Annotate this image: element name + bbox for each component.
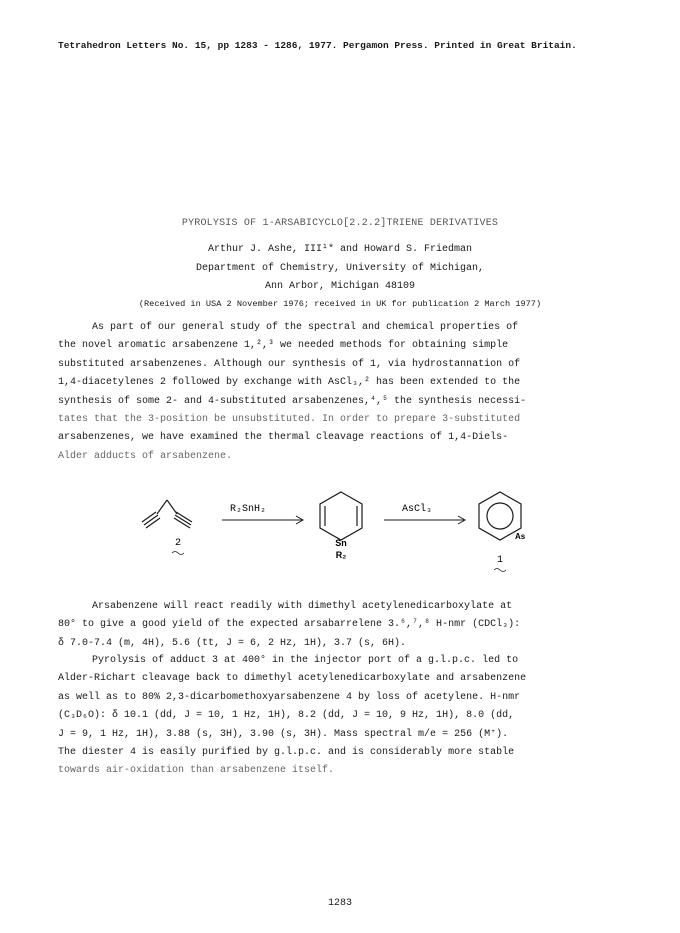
diyne-structure: [142, 500, 192, 528]
stannacyclohexadiene-structure: [320, 492, 362, 540]
tin-substituent-label: R₂: [335, 550, 347, 560]
text-line: 1,4-diacetylenes 2 followed by exchange with AsCl₃,² has been extended to the: [58, 377, 521, 389]
reaction-scheme: [120, 482, 560, 582]
page-number: 1283: [327, 898, 352, 909]
text-line: arsabenzenes, we have examined the thermal cleavage reactions of 1,4-Diels-: [58, 432, 509, 444]
paper-title: PYROLYSIS OF 1-ARSABICYCLO[2.2.2]TRIENE DERIVATIVES: [181, 218, 499, 229]
text-line: Alder adducts of arsabenzene.: [58, 450, 233, 462]
text-line: δ 7.0-7.4 (m, 4H), 5.6 (tt, J = 6, 2 Hz, 1H), 3.7 (s, 6H).: [58, 637, 407, 649]
arsenic-atom-label: As: [515, 532, 526, 541]
paragraph-pyrolysis: [58, 652, 626, 781]
tin-atom-label: Sn: [335, 538, 347, 548]
paragraph-intro: [58, 319, 626, 466]
text-line: 80° to give a good yield of the expected arsabarrelene 3.⁶,⁷,⁸ H-nmr (CDCl₃):: [58, 619, 521, 631]
text-line: as well as to 80% 2,3-dicarbomethoxyarsabenzene 4 by loss of acetylene. H-nmr: [58, 691, 521, 703]
text-line: synthesis of some 2- and 4-substituted arsabenzenes,⁴,⁵ the synthesis necessi-: [58, 395, 527, 407]
reagent-ascl3: AsCl₃: [402, 504, 433, 515]
author-line: Arthur J. Ashe, III¹* and Howard S. Friedman: [207, 244, 473, 255]
paragraph-adduct: [58, 598, 626, 653]
compound-label-1: 1: [496, 555, 504, 566]
affiliation-department: Department of Chemistry, University of Michigan,: [195, 263, 485, 274]
text-line: The diester 4 is easily purified by g.l.p.c. and is considerably more stable: [58, 746, 515, 758]
reaction-arrow-1: [222, 516, 303, 524]
text-line: substituted arsabenzenes. Although our synthesis of 1, via hydrostannation of: [58, 358, 521, 370]
text-line: J = 9, 1 Hz, 1H), 3.88 (s, 3H), 3.90 (s, 3H). Mass spectral m/e = 256 (M⁺).: [58, 728, 509, 740]
text-line: Pyrolysis of adduct 3 at 400° in the injector port of a g.l.p.c. led to: [92, 655, 519, 666]
text-line: the novel aromatic arsabenzene 1,²,³ we needed methods for obtaining simple: [58, 340, 509, 352]
received-dates: (Received in USA 2 November 1976; received in UK for publication 2 March 1977): [138, 299, 542, 309]
affiliation-city: Ann Arbor, Michigan 48109: [264, 281, 416, 292]
text-line: tates that the 3-position be unsubstituted. In order to prepare 3-substituted: [58, 413, 521, 425]
text-line: As part of our general study of the spectral and chemical properties of: [92, 322, 519, 333]
compound-label-2: 2: [174, 538, 182, 549]
text-line: towards air-oxidation than arsabenzene itself.: [58, 765, 335, 777]
reaction-arrow-2: [384, 516, 465, 524]
reagent-r2snh2: R₂SnH₂: [230, 504, 267, 515]
text-line: Alder-Richart cleavage back to dimethyl acetylenedicarboxylate and arsabenzene: [58, 673, 527, 685]
running-header: Tetrahedron Letters No. 15, pp 1283 - 1286, 1977. Pergamon Press. Printed in Great Britain.: [58, 40, 577, 51]
text-line: (C₃D₆O): δ 10.1 (dd, J = 10, 1 Hz, 1H), 8.2 (dd, J = 10, 9 Hz, 1H), 8.0 (dd,: [58, 710, 515, 722]
text-line: Arsabenzene will react readily with dimethyl acetylenedicarboxylate at: [92, 601, 513, 612]
